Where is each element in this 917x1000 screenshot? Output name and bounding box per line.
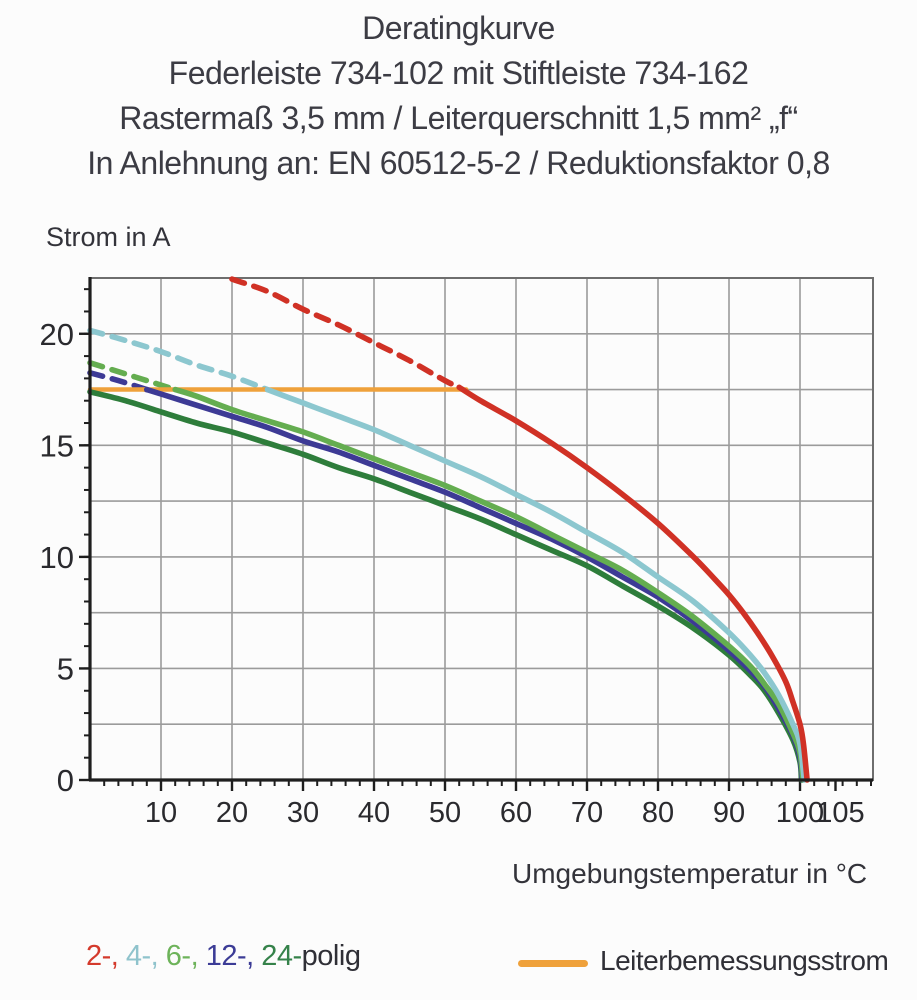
y-tick-label: 10 [39, 539, 74, 575]
legend-pole-segment: 12-, [198, 940, 254, 972]
title-line-1: Deratingkurve [362, 10, 555, 46]
x-tick-label: 60 [499, 797, 533, 829]
x-tick-label: 50 [428, 797, 462, 829]
x-tick-label: 70 [570, 797, 604, 829]
x-axis-title: Umgebungstemperatur in °C [512, 858, 868, 889]
title-line-4: In Anlehnung an: EN 60512-5-2 / Reduktionsfaktor 0,8 [87, 145, 830, 181]
legend-poles [86, 940, 360, 973]
legend-pole-segment: 2-, [86, 940, 119, 972]
x-tick-label: 40 [357, 797, 391, 829]
x-tick-label: 20 [215, 797, 249, 829]
legend [0, 936, 917, 986]
curve-12-polig [147, 390, 802, 780]
y-tick-label: 15 [39, 428, 74, 464]
legend-pole-segment: 4-, [118, 940, 159, 972]
legend-rated [518, 936, 888, 986]
y-tick-label: 20 [39, 316, 74, 352]
x-tick-label: 100 [775, 797, 825, 829]
legend-pole-segment: 24- [253, 940, 302, 972]
x-tick-label: 105 [816, 797, 865, 829]
axis-layer [89, 277, 873, 780]
x-tick-label: 10 [144, 797, 178, 829]
frame-layer [90, 278, 873, 780]
curve-solid-layer [90, 387, 807, 780]
legend-pole-suffix: polig [301, 940, 361, 972]
rated-current-swatch [518, 960, 588, 967]
x-tick-label: 80 [641, 797, 675, 829]
x-tick-label: 30 [286, 797, 320, 829]
rated-current-label: Leiterbemessungsstrom [600, 945, 889, 976]
title-line-2: Federleiste 734-102 mit Stiftleiste 734-162 [168, 55, 749, 91]
x-tick-label: 90 [712, 797, 746, 829]
y-axis-title: Strom in A [46, 222, 171, 252]
legend-pole-segment: 6-, [158, 940, 199, 972]
grid-layer [90, 278, 873, 780]
title-line-3: Rastermaß 3,5 mm / Leiterquerschnitt 1,5 mm² „f“ [119, 100, 798, 136]
curve-6-polig [175, 390, 803, 780]
y-tick-label: 0 [56, 763, 74, 798]
y-tick-label: 5 [56, 651, 74, 687]
